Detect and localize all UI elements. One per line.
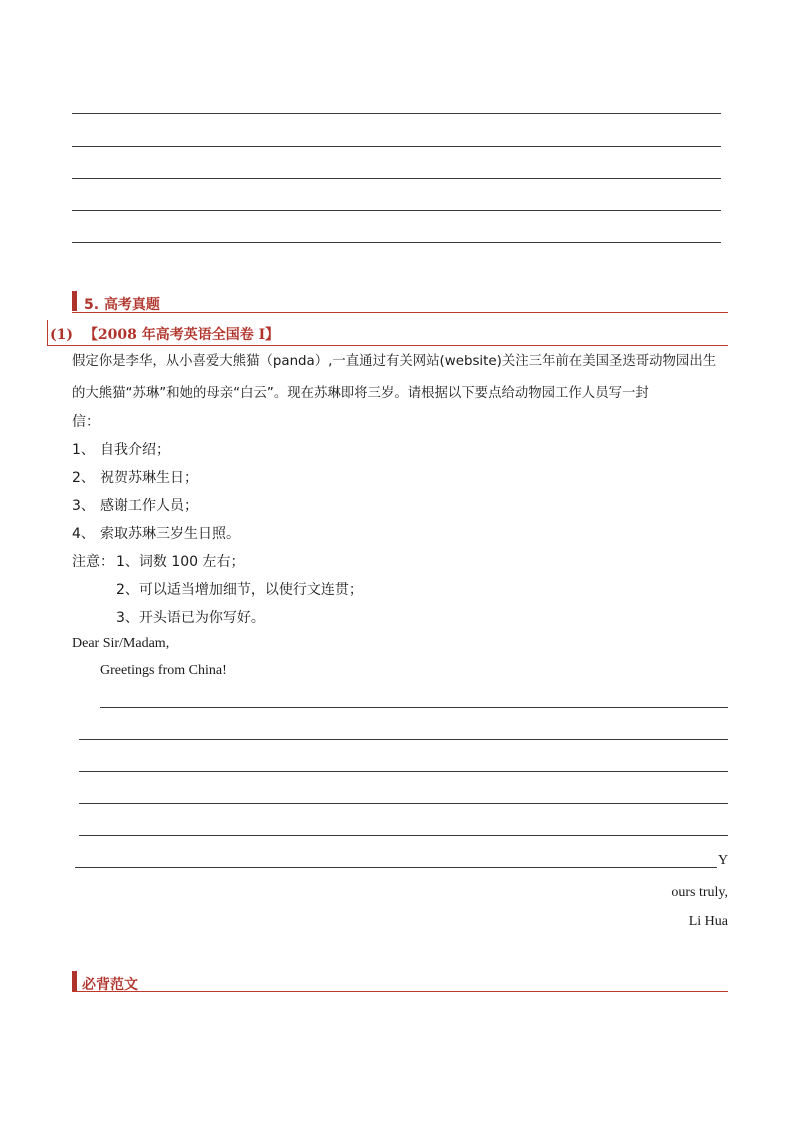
section2-title: 必背范文 xyxy=(82,977,138,993)
section-underline xyxy=(72,312,728,313)
note-item: 3、开头语已为你写好。 xyxy=(116,610,265,626)
section-number: 5. xyxy=(84,297,100,313)
point-number: 2、 xyxy=(72,470,95,486)
note-item: 1、词数 100 左右； xyxy=(116,554,245,570)
notes-label: 注意： xyxy=(72,554,114,570)
prompt-line: 假定你是李华，从小喜爱大熊猫（panda）,一直通过有关网站(website)关注三年前在美国圣迭哥动物园出生 xyxy=(72,354,717,369)
writing-line xyxy=(75,867,717,868)
point-text: 祝贺苏琳生日； xyxy=(100,470,198,486)
question-source: 【2008 年高考英语全国卷 I】 xyxy=(83,327,280,343)
point-text: 索取苏琳三岁生日照。 xyxy=(100,526,240,542)
writing-line xyxy=(79,835,728,836)
answer-line xyxy=(72,146,721,147)
point-number: 3、 xyxy=(72,498,95,514)
closing-tail: Y xyxy=(718,853,729,868)
question-number: (1) xyxy=(50,327,73,343)
writing-line xyxy=(79,739,728,740)
answer-line xyxy=(72,113,721,114)
answer-line xyxy=(72,242,721,243)
question-marker xyxy=(47,320,48,346)
question-heading xyxy=(50,324,279,344)
point-number: 1、 xyxy=(72,442,95,458)
point-text: 感谢工作人员； xyxy=(100,498,198,514)
prompt-line: 的大熊猫“苏琳”和她的母亲“白云”。现在苏琳即将三岁。请根据以下要点给动物园工作人员写一封 xyxy=(72,386,649,401)
letter-salutation: Dear Sir/Madam, xyxy=(72,636,170,651)
prompt-line: 信： xyxy=(72,414,100,430)
section-marker xyxy=(72,971,77,991)
letter-signature: Li Hua xyxy=(688,914,728,929)
section-marker xyxy=(72,291,77,311)
letter-opening: Greetings from China! xyxy=(100,663,227,678)
writing-line xyxy=(79,803,728,804)
answer-line xyxy=(72,210,721,211)
question-underline xyxy=(47,345,728,346)
note-item: 2、可以适当增加细节，以使行文连贯； xyxy=(116,582,363,598)
point-number: 4、 xyxy=(72,526,95,542)
answer-line xyxy=(72,178,721,179)
writing-line xyxy=(79,771,728,772)
section-title xyxy=(84,294,160,314)
letter-closing: ours truly, xyxy=(671,885,728,900)
section-title-text: 高考真题 xyxy=(103,297,160,313)
writing-line xyxy=(100,707,728,708)
point-text: 自我介绍； xyxy=(100,442,170,458)
section2-underline xyxy=(72,991,728,992)
